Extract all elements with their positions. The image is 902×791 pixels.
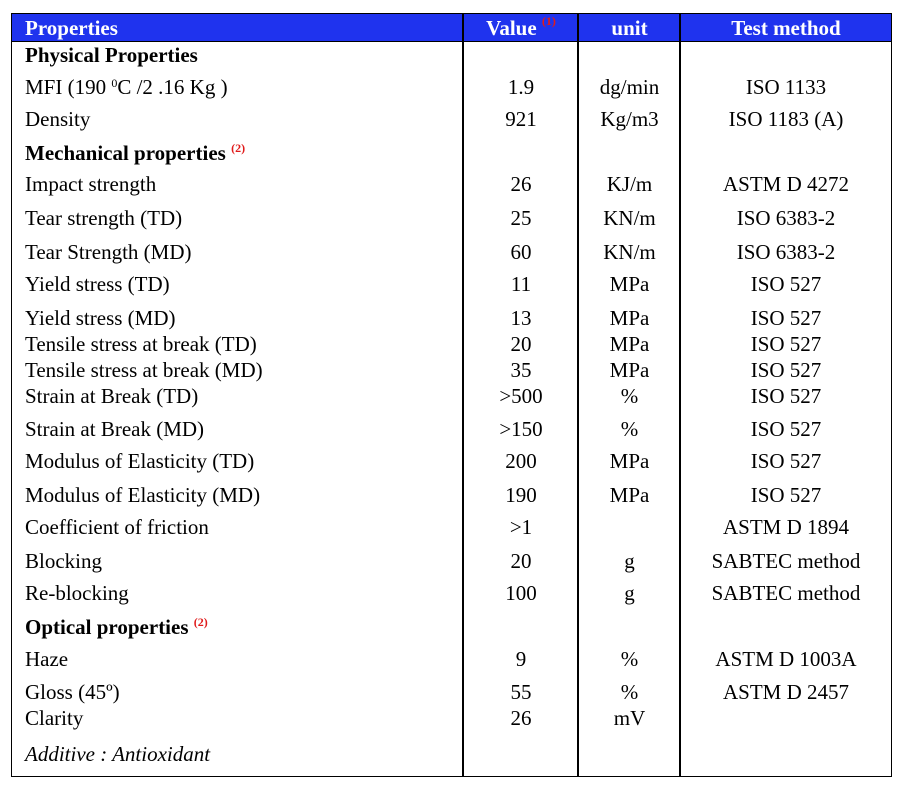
property-name: Blocking bbox=[25, 549, 102, 573]
section-note: (2) bbox=[193, 615, 208, 629]
table-header bbox=[12, 14, 891, 42]
property-name: Re-blocking bbox=[25, 581, 129, 605]
property-unit: KN/m bbox=[603, 240, 656, 264]
property-unit: g bbox=[624, 549, 635, 573]
table-row bbox=[12, 549, 891, 573]
table-row bbox=[12, 240, 891, 264]
property-test-method: ISO 527 bbox=[750, 483, 822, 507]
property-test-method: ISO 527 bbox=[750, 332, 822, 356]
property-test-method: ASTM D 4272 bbox=[722, 172, 849, 196]
property-value: 9 bbox=[515, 647, 527, 671]
property-value: 55 bbox=[510, 680, 532, 704]
property-unit: KN/m bbox=[603, 206, 656, 230]
property-name: Strain at Break (TD) bbox=[25, 384, 199, 408]
property-value: 1.9 bbox=[507, 75, 535, 99]
section-title-mechanical-text: Mechanical properties bbox=[25, 141, 226, 165]
property-unit: MPa bbox=[609, 272, 650, 296]
properties-table bbox=[11, 13, 892, 777]
property-test-method: SABTEC method bbox=[711, 581, 861, 605]
property-value: >1 bbox=[509, 515, 533, 539]
property-name: Yield stress (MD) bbox=[25, 306, 176, 330]
table-row bbox=[12, 107, 891, 131]
property-unit: Kg/m3 bbox=[600, 107, 659, 131]
table-row bbox=[12, 483, 891, 507]
table-row bbox=[12, 332, 891, 356]
property-name: Tensile stress at break (MD) bbox=[25, 358, 263, 382]
property-value: 190 bbox=[505, 483, 537, 507]
property-name: Tear Strength (MD) bbox=[25, 240, 192, 264]
property-unit: % bbox=[620, 417, 639, 441]
property-unit: MPa bbox=[609, 358, 650, 382]
table-row bbox=[12, 206, 891, 230]
section-title-optical-text: Optical properties bbox=[25, 615, 189, 639]
property-value: 100 bbox=[505, 581, 537, 605]
property-test-method: ISO 527 bbox=[750, 306, 822, 330]
property-name: Modulus of Elasticity (MD) bbox=[25, 483, 261, 507]
property-name: Haze bbox=[25, 647, 69, 671]
header-value-cell bbox=[464, 14, 578, 41]
property-test-method: ISO 6383-2 bbox=[736, 240, 836, 264]
property-test-method: ISO 527 bbox=[750, 384, 822, 408]
table-row bbox=[12, 515, 891, 539]
section-row bbox=[12, 615, 891, 639]
property-value: >150 bbox=[499, 417, 543, 441]
table-row bbox=[12, 75, 891, 99]
property-name: Modulus of Elasticity (TD) bbox=[25, 449, 255, 473]
table-row bbox=[12, 706, 891, 730]
property-test-method bbox=[681, 706, 891, 730]
property-test-method: ISO 1133 bbox=[745, 75, 827, 99]
table-row bbox=[12, 417, 891, 441]
property-test-method: ASTM D 1894 bbox=[722, 515, 849, 539]
property-unit: MPa bbox=[609, 483, 650, 507]
property-name: Gloss (45º) bbox=[25, 680, 120, 704]
section-row bbox=[12, 141, 891, 165]
property-unit: MPa bbox=[609, 449, 650, 473]
header-value: Value bbox=[486, 16, 537, 40]
property-value: >500 bbox=[499, 384, 543, 408]
section-row bbox=[12, 43, 891, 67]
section-title-optical bbox=[25, 615, 208, 639]
table-row bbox=[12, 647, 891, 671]
property-test-method: ISO 6383-2 bbox=[736, 206, 836, 230]
property-test-method: ISO 527 bbox=[750, 358, 822, 382]
property-name: Yield stress (TD) bbox=[25, 272, 170, 296]
property-value: 921 bbox=[505, 107, 537, 131]
header-unit: unit bbox=[611, 16, 648, 40]
property-name: Tensile stress at break (TD) bbox=[25, 332, 257, 356]
property-value: 25 bbox=[510, 206, 532, 230]
table-row bbox=[12, 358, 891, 382]
property-value: 26 bbox=[510, 706, 532, 730]
property-name: Tear strength (TD) bbox=[25, 206, 183, 230]
section-title-mechanical bbox=[25, 141, 245, 165]
property-unit: g bbox=[624, 581, 635, 605]
property-name: Strain at Break (MD) bbox=[25, 417, 205, 441]
mfi-name-part: MFI (190 bbox=[25, 75, 112, 99]
mfi-name-part: C /2 .16 Kg ) bbox=[117, 75, 228, 99]
property-unit bbox=[579, 515, 680, 539]
property-name bbox=[25, 75, 228, 99]
property-unit: dg/min bbox=[599, 75, 660, 99]
property-name: Impact strength bbox=[25, 172, 157, 196]
mfi-name-superscript: 0 bbox=[111, 76, 118, 90]
property-unit: % bbox=[620, 384, 639, 408]
header-value-note: (1) bbox=[541, 14, 556, 28]
property-value: 60 bbox=[510, 240, 532, 264]
table-row bbox=[12, 449, 891, 473]
property-unit: MPa bbox=[609, 332, 650, 356]
property-value: 26 bbox=[510, 172, 532, 196]
property-name: Coefficient of friction bbox=[25, 515, 209, 539]
property-test-method: ISO 527 bbox=[750, 272, 822, 296]
property-value: 200 bbox=[505, 449, 537, 473]
property-name: Density bbox=[25, 107, 91, 131]
header-test-method: Test method bbox=[731, 16, 841, 40]
property-test-method: SABTEC method bbox=[711, 549, 861, 573]
table-row bbox=[12, 384, 891, 408]
property-unit: % bbox=[620, 680, 639, 704]
header-properties: Properties bbox=[25, 16, 118, 40]
property-unit: % bbox=[620, 647, 639, 671]
property-unit: KJ/m bbox=[606, 172, 653, 196]
table-row bbox=[12, 581, 891, 605]
property-value: 11 bbox=[510, 272, 532, 296]
table-row bbox=[12, 306, 891, 330]
property-test-method: ISO 1183 (A) bbox=[728, 107, 844, 131]
property-test-method: ISO 527 bbox=[750, 449, 822, 473]
property-name: Clarity bbox=[25, 706, 84, 730]
table-row bbox=[12, 680, 891, 704]
property-unit: mV bbox=[613, 706, 646, 730]
property-test-method: ISO 527 bbox=[750, 417, 822, 441]
table-row bbox=[12, 272, 891, 296]
section-title-physical: Physical Properties bbox=[25, 43, 198, 67]
property-test-method: ASTM D 2457 bbox=[722, 680, 849, 704]
property-unit: MPa bbox=[609, 306, 650, 330]
section-note: (2) bbox=[231, 141, 246, 155]
property-value: 13 bbox=[510, 306, 532, 330]
property-value: 20 bbox=[510, 332, 532, 356]
footer-row bbox=[12, 742, 891, 766]
additive-note: Additive : Antioxidant bbox=[25, 742, 211, 766]
table-row bbox=[12, 172, 891, 196]
property-value: 35 bbox=[510, 358, 532, 382]
property-value: 20 bbox=[510, 549, 532, 573]
property-test-method: ASTM D 1003A bbox=[715, 647, 857, 671]
